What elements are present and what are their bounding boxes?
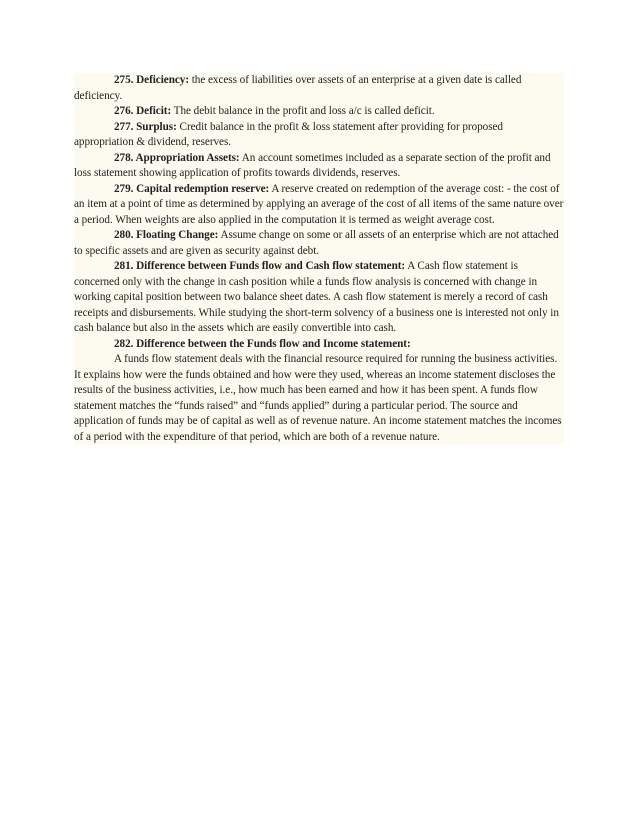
entry-title: 281. Difference between Funds flow and Cash flow statement: xyxy=(114,260,406,272)
glossary-text-block xyxy=(74,73,564,445)
entry-body: A Cash flow statement is concerned only with the change in cash position while a funds flow analysis is concerned with change in working capital position between two balance sheet dates. A cash flow statement is merely a record of cash receipts and disbursements. While studying the short-term solvency of a business one is interested not only in cash balance but also in the assets which are easily convertible into cash. xyxy=(74,260,559,334)
entry-275 xyxy=(74,73,564,104)
entry-title: 276. Deficit: xyxy=(114,105,172,117)
entry-title: 279. Capital redemption reserve: xyxy=(114,182,270,195)
entry-body: Assume change on some or all assets of an enterprise which are not attached to specific assets and are given as security against debt. xyxy=(74,229,559,257)
entry-title: 280. Floating Change: xyxy=(114,229,219,241)
entry-body: An account sometimes included as a separate section of the profit and loss statement showing application of profits towards dividends, reserves. xyxy=(74,151,551,179)
entry-282-paragraph xyxy=(74,352,564,445)
entry-body: A funds flow statement deals with the financial resource required for running the business activities. It explains how were the funds obtained and how were they used, whereas an income statement discloses the results of the business activities, i.e., how much has been earned and how it has been spent. A funds flow statement matches the “funds raised” and “funds applied” during a particular period. The source and application of funds may be of capital as well as of revenue nature. An income statement matches the incomes of a period with the expenditure of that period, which are both of a revenue nature. xyxy=(74,353,562,443)
entry-title: 278. Appropriation Assets: xyxy=(114,151,240,164)
entry-body: the excess of liabilities over assets of an enterprise at a given date is called deficiency. xyxy=(74,74,522,102)
entry-title: 282. Difference between the Funds flow and Income statement: xyxy=(114,337,411,350)
entry-276 xyxy=(74,104,564,120)
entry-body: A reserve created on redemption of the average cost: - the cost of an item at a point of time as determined by applying an average of the cost of all items of the same nature over a period. When weights are also applied in the computation it is termed as weight average cost. xyxy=(74,182,564,226)
entry-281 xyxy=(74,259,564,337)
entry-279 xyxy=(74,182,564,229)
entry-body: The debit balance in the profit and loss a/c is called deficit. xyxy=(171,105,435,117)
entry-title: 277. Surplus: xyxy=(114,120,177,133)
entry-body: Credit balance in the profit & loss statement after providing for proposed appropriation & dividend, reserves. xyxy=(74,120,503,148)
entry-277 xyxy=(74,120,564,151)
entry-280 xyxy=(74,228,564,259)
entry-282 xyxy=(74,337,564,353)
entry-title: 275. Deficiency: xyxy=(114,74,189,86)
entry-278 xyxy=(74,151,564,182)
